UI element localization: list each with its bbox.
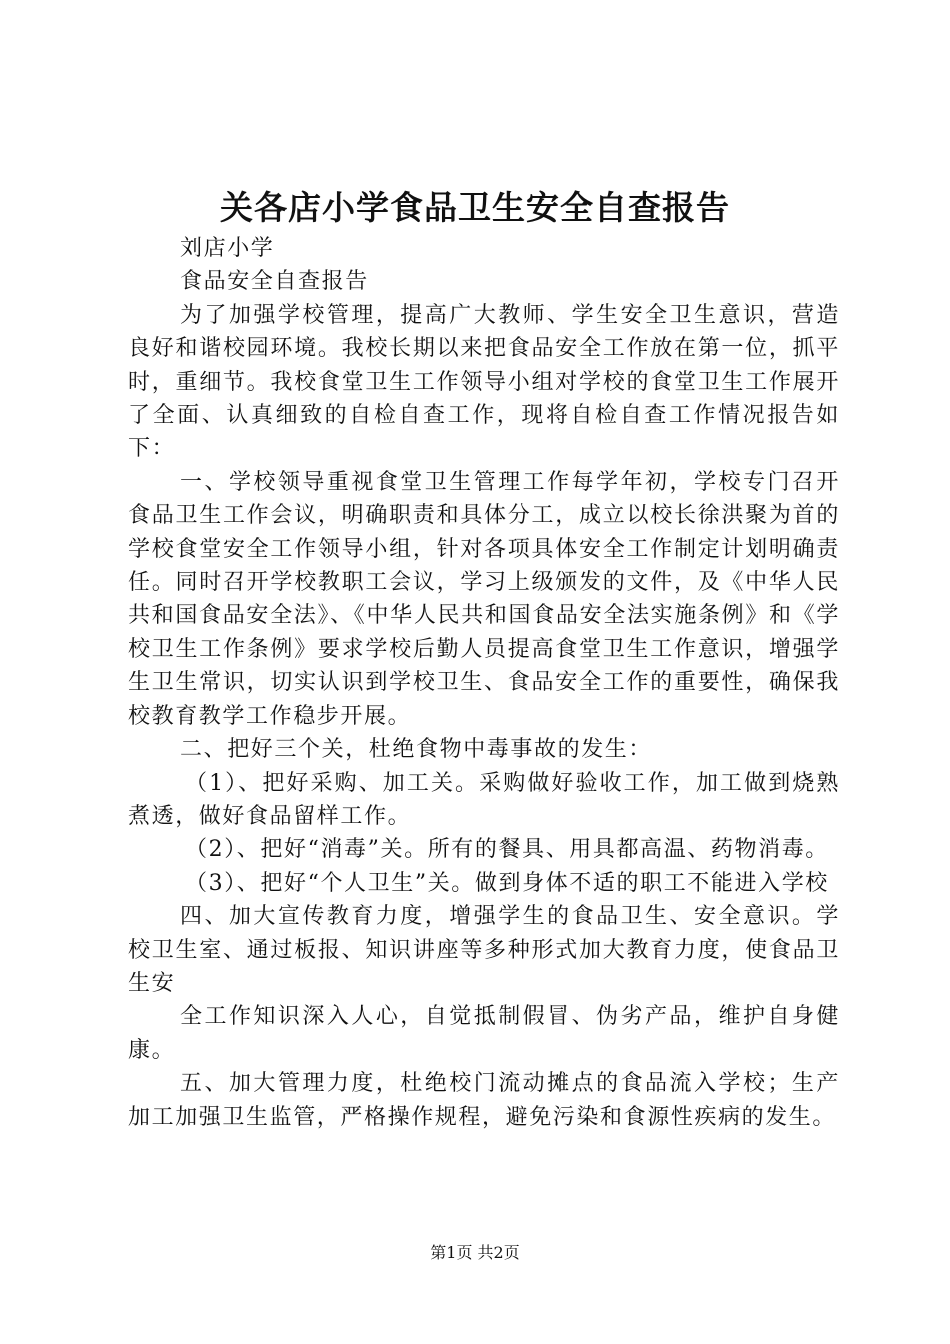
item-1-paragraph: （1）、把好采购、加工关。采购做好验收工作，加工做到烧熟煮透，做好食品留样工作。	[128, 770, 840, 829]
section-four-paragraph: 四、加大宣传教育力度，增强学生的食品卫生、安全意识。学校卫生室、通过板报、知识讲座等多种形式加大教育力度，使食品卫生安	[128, 904, 840, 996]
document-title: 关各店小学食品卫生安全自查报告	[220, 188, 730, 227]
section-four-continuation: 全工作知识深入人心，自觉抵制假冒、伪劣产品，维护自身健康。	[128, 1004, 840, 1063]
school-name-line: 刘店小学	[180, 236, 275, 261]
page-footer: 第1页 共2页	[430, 1243, 520, 1262]
intro-paragraph: 为了加强学校管理，提高广大教师、学生安全卫生意识，营造良好和谐校园环境。我校长期以来把食品安全工作放在第一位，抓平时，重细节。我校食堂卫生工作领导小组对学校的食堂卫生工作展开了全面、认真细致的自检自查工作，现将自检自查工作情况报告如下：	[128, 302, 840, 462]
section-five-paragraph: 五、加大管理力度，杜绝校门流动摊点的食品流入学校；生产加工加强卫生监管，严格操作规程，避免污染和食源性疾病的发生。	[128, 1071, 840, 1130]
item-3-paragraph: （3）、把好“个人卫生”关。做到身体不适的职工不能进入学校	[185, 870, 829, 896]
item-2-paragraph: （2）、把好“消毒”关。所有的餐具、用具都高温、药物消毒。	[185, 837, 829, 863]
section-two-heading: 二、把好三个关，杜绝食物中毒事故的发生：	[180, 737, 653, 763]
report-subtitle-line: 食品安全自查报告	[180, 269, 369, 295]
section-one-paragraph: 一、学校领导重视食堂卫生管理工作每学年初，学校专门召开食品卫生工作会议，明确职责和具体分工，成立以校长徐洪聚为首的学校食堂安全工作领导小组，针对各项具体安全工作制定计划明确责任。同时召开学校教职工会议，学习上级颁发的文件，及《中华人民共和国食品安全法》、《中华人民共和国食品安全法实施条例》和《学校卫生工作条例》要求学校后勤人员提高食堂卫生工作意识，增强学生卫生常识，切实认识到学校卫生、食品安全工作的重要性，确保我校教育教学工作稳步开展。	[128, 469, 840, 729]
document-body	[128, 232, 840, 1134]
